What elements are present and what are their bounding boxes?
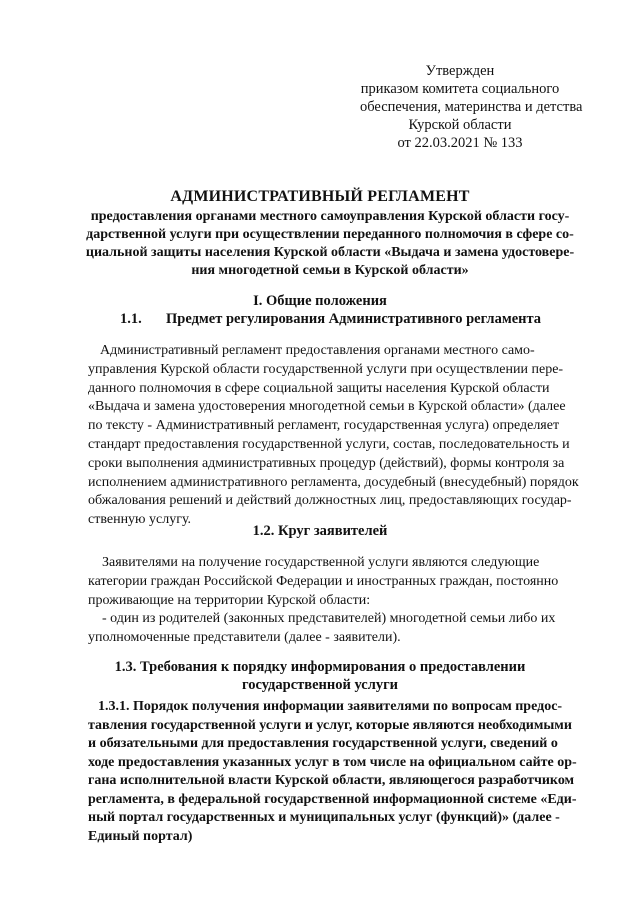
subtitle-line: дарственной услуги при осуществлении переданного полномочия в сфере со- bbox=[86, 227, 574, 242]
paragraph-line: Единый портал) bbox=[88, 828, 193, 844]
paragraph-line: обжалования решений и действий должностных лиц, предоставляющих государ- bbox=[88, 493, 572, 509]
paragraph-line: сроки выполнения административных процедур (действий), формы контроля за bbox=[88, 455, 565, 471]
subtitle-line: предоставления органами местного самоуправления Курской области госу- bbox=[90, 209, 570, 224]
paragraph-line: стандарт предоставления государственной услуги, состав, последовательность и bbox=[88, 436, 570, 452]
heading-line: государственной услуги bbox=[241, 677, 399, 693]
subsection-number: 1.1. bbox=[120, 311, 142, 327]
paragraph-line: ходе предоставления указанных услуг в том числе на официальном сайте ор- bbox=[88, 754, 577, 770]
paragraph-line: «Выдача и замена удостоверения многодетной семьи в Курской области» (далее bbox=[88, 399, 566, 415]
paragraph-line: по тексту - Административный регламент, государственная услуга) определяет bbox=[88, 418, 560, 434]
document-title: АДМИНИСТРАТИВНЫЙ РЕГЛАМЕНТ bbox=[170, 188, 470, 205]
paragraph-applicants bbox=[88, 554, 596, 648]
paragraph-line: регламента, в федеральной государственной информационной системе «Еди- bbox=[88, 791, 577, 807]
section-heading-general: I. Общие положения bbox=[253, 293, 387, 309]
paragraph-line: исполнением административного регламента, досудебный (внесудебный) порядок bbox=[88, 474, 579, 490]
document-subtitle bbox=[60, 208, 600, 280]
subsection-heading-1-1 bbox=[120, 311, 541, 328]
approval-line: приказом комитета социального bbox=[360, 81, 560, 97]
approval-line: от 22.03.2021 № 133 bbox=[397, 135, 523, 151]
section-heading-informing bbox=[60, 658, 580, 694]
subtitle-line: циальной защиты населения Курской области «Выдача и замена удостовере- bbox=[85, 245, 575, 260]
paragraph-line: управления Курской области государственной услуги при осуществлении пере- bbox=[88, 361, 564, 377]
subtitle-line: ния многодетной семьи в Курской области» bbox=[191, 263, 469, 278]
subsection-title: Предмет регулирования Административного регламента bbox=[166, 311, 542, 327]
approval-line: Курской области bbox=[408, 117, 512, 133]
paragraph-subject bbox=[88, 342, 596, 530]
paragraph-line: Административный регламент предоставления органами местного само- bbox=[100, 343, 535, 358]
paragraph-line: категории граждан Российской Федерации и иностранных граждан, постоянно bbox=[88, 573, 559, 589]
heading-line: 1.3. Требования к порядку информирования о предоставлении bbox=[114, 659, 526, 675]
section-heading-applicants: 1.2. Круг заявителей bbox=[252, 523, 388, 539]
paragraph-line: ственную услугу. bbox=[88, 512, 192, 528]
paragraph-line: уполномоченные представители (далее - заявители). bbox=[88, 630, 401, 646]
paragraph-line: ный портал государственных и муниципальных услуг (функций)» (далее - bbox=[88, 810, 560, 825]
paragraph-line: данного полномочия в сфере социальной защиты населения Курской области bbox=[88, 380, 550, 396]
approval-block bbox=[360, 62, 583, 152]
paragraph-line: 1.3.1. Порядок получения информации заявителями по вопросам предос- bbox=[98, 699, 563, 714]
paragraph-line: - один из родителей (законных представителей) многодетной семьи либо их bbox=[102, 611, 556, 627]
approval-line: Утвержден bbox=[425, 63, 495, 79]
paragraph-informing bbox=[88, 698, 596, 846]
approval-line: обеспечения, материнства и детства bbox=[360, 99, 583, 115]
paragraph-line: гана исполнительной власти Курской области, являющегося разработчиком bbox=[88, 773, 575, 788]
paragraph-line: Заявителями на получение государственной услуги являются следующие bbox=[102, 555, 540, 570]
paragraph-line: тавления государственной услуги и услуг, которые являются необходимыми bbox=[88, 717, 572, 733]
paragraph-line: проживающие на территории Курской области: bbox=[88, 592, 371, 608]
paragraph-line: и обязательными для предоставления государственной услуги, сведений о bbox=[88, 736, 558, 751]
